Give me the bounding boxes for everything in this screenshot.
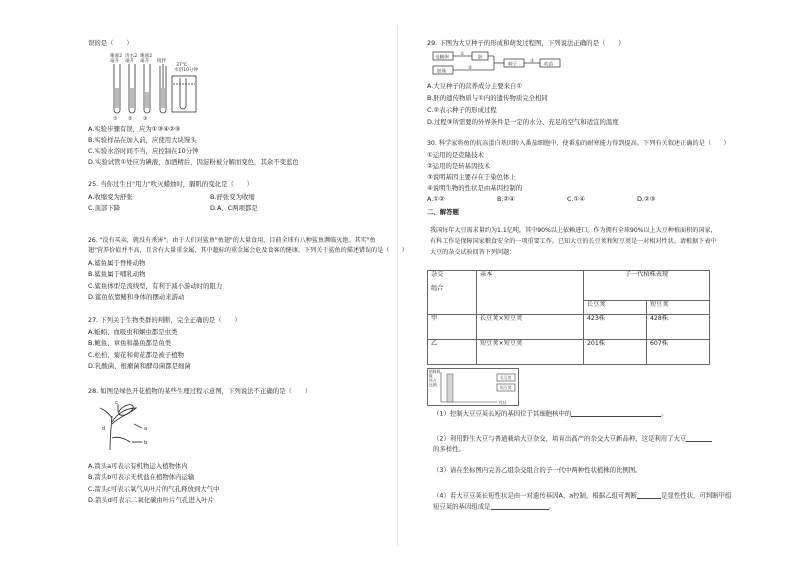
header-cross-line2: 组合 — [431, 285, 444, 293]
q24-option-a: A.实验步骤有误，应为①③④②⑤ — [88, 125, 181, 133]
q27-option-d: D.乳酸菌、根瘤菌和酵母菌都是细菌 — [88, 362, 191, 370]
q25-option-c: C.顶部下降 — [88, 204, 121, 212]
q27-stem: 27. 下列关于生物类群的判断，完全正确的是（ ） — [88, 316, 241, 324]
sub-question-4-cont — [433, 503, 555, 510]
q28-option-a: A.箭头a可表示有机物运入植物体内 — [88, 462, 188, 470]
table-header-parent: 亲本 — [477, 271, 584, 315]
arrow-label-c: c — [115, 400, 118, 406]
q25-option-a: A.收缩变为舒张 — [88, 193, 133, 201]
q28-stem: 28. 如图是绿色开花植物的某些生理过程示意图，下列说法不正确的是（ ） — [88, 387, 312, 395]
period-mark: 。 — [548, 502, 555, 511]
step-num: ② — [468, 66, 473, 71]
box-label: 胚 — [478, 55, 483, 61]
q30-item-3: ③说明基因主要存在于染色体上 — [427, 173, 516, 181]
row-parent: 短豆荚×短豆荚 — [477, 340, 584, 365]
q25-option-b: B.舒张变为收缩 — [210, 193, 255, 201]
q24-stem-tail: 误的是（ ） — [88, 39, 133, 47]
period-mark: 。 — [661, 409, 668, 418]
row-parent: 长豆荚×短豆荚 — [477, 315, 584, 340]
q31-paragraph-line2: 有科工作是保障国家粮食安全的一项重要工作。已知大豆的长豆荚和短豆荚是一对相对性状。请根据下表中 — [430, 238, 717, 245]
chart-xlabel: 性状 — [499, 400, 507, 405]
arrow-label-d: d — [102, 426, 106, 432]
column-divider — [397, 26, 398, 546]
q30-stem: 30. 科学家将鱼的抗冻蛋白基因转入番茄细胞中，使番茄的耐寒能力得到提高。下列有关叙述正确的是（ ） — [427, 140, 730, 147]
q30-item-4: ④说明生物的性状是由基因控制的 — [427, 184, 523, 192]
chart-legend: 短豆荚 — [500, 385, 512, 390]
chart-ylabel: 所占 — [429, 378, 437, 383]
table-row — [428, 340, 710, 365]
answer-blank[interactable] — [686, 435, 712, 442]
q28-option-d: D.箭头d可表示二氧化碳由叶片气孔进入叶片 — [88, 496, 215, 504]
sub-question-3: （3）请在坐标图内完善乙组杂交组合的子一代中两种性状植株的比例图。 — [433, 466, 642, 474]
q29-option-a: A.大豆种子的营养成分主要来自① — [427, 82, 523, 90]
q30-item-2: ②运用的是转基因技术 — [427, 162, 491, 170]
box-label: 种子 — [508, 62, 518, 68]
q24-option-d: D.实验试管①处应为碘液，加酒精后，因淀粉被分解而变色，其余不变蓝色 — [88, 158, 299, 166]
chart-legend: 长豆荚 — [500, 375, 512, 380]
q27-option-b: B.鲍鱼、章鱼和墨鱼都是鱼类 — [88, 339, 172, 347]
answer-blank[interactable] — [491, 503, 549, 510]
row-long: 423株 — [584, 315, 647, 340]
sub-question-4-text2: 是显性性状，可判断甲组 — [661, 491, 732, 500]
row-name: 甲 — [428, 315, 477, 340]
fig-label: 清水2 — [125, 54, 138, 59]
sub-question-1-text: （1）控制大豆豆荚长短的基因位于其细胞核中的 — [433, 409, 572, 418]
sub-question-4-text: （4）若大豆豆荚长短性状是由一对遗传基因A、a控制，根据乙组可判断 — [433, 491, 638, 500]
step-num: ③ — [530, 59, 535, 64]
table-header-short: 短豆荚 — [647, 301, 710, 315]
q26-stem-line2: 翅"营养价值并不高，且含有大量重金属，其中超标的重金属会危及食客的健康。下列关于鲨鱼的描述错误的是（ ） — [88, 247, 408, 254]
sub-question-1 — [433, 410, 668, 417]
fig-label: 搅拌 — [157, 59, 167, 64]
row-name: 乙 — [428, 340, 477, 365]
row-short: 428株 — [647, 315, 710, 340]
fig-label: 唾液2 — [110, 54, 123, 59]
row-short: 607株 — [647, 340, 710, 365]
q28-plant-figure — [96, 398, 176, 452]
q24-option-c: C.实验水浴时间不当，应控制在10分钟 — [88, 147, 199, 155]
fig-label: 水浴10分钟 — [174, 68, 199, 73]
table-row — [428, 315, 710, 340]
box-label: 受精卵 — [435, 55, 449, 61]
q31-paragraph-line1: 我国每年大豆需求量约为1.1亿吨，其中90%以上依赖进口。作为拥有全球90%以上大豆种植面积的国家， — [430, 227, 717, 234]
sub-question-2-text: （2）利用野生大豆与普通栽培大豆杂交，培育出高产的杂交大豆新品种，这是利用了大豆 — [433, 434, 687, 443]
sub-question-4 — [433, 492, 731, 499]
q26-option-c: C.鲨鱼体型是流线型，有利于减小游动时的阻力 — [88, 282, 223, 290]
box-label: 幼苗 — [544, 62, 554, 68]
q24-option-b: B.实验样品在加入前，应使用大块馒头 — [88, 136, 197, 144]
q31-paragraph-line3: 大豆的杂交试验回答下列问题： — [430, 249, 516, 256]
fig-num: ③ — [143, 116, 148, 122]
header-cross-line1: 杂交 — [431, 271, 444, 278]
table-header-cross — [428, 271, 477, 315]
ratio-chart-figure — [427, 368, 519, 406]
q29-option-b: B.胚的遗传物质与①内的遗传物质完全相同 — [427, 94, 548, 102]
chart-ylabel: 株 — [429, 373, 433, 379]
q27-option-a: A.蚯蚓、血吸虫和蛔虫都是虫类 — [88, 328, 178, 336]
q28-option-c: C.箭头c可表示氧气从叶片的气孔释放到大气中 — [88, 485, 220, 493]
q29-stem: 29. 下图为大豆种子的形成和萌发过程图，下列说法正确的是（ ） — [427, 39, 625, 47]
fig-num: ① — [113, 116, 118, 122]
q30-option-d: D.②③ — [637, 195, 656, 203]
answer-blank[interactable] — [637, 492, 661, 499]
q30-option-c: C.①④ — [567, 195, 585, 203]
box-label: 胚珠 — [437, 69, 447, 75]
table-header-long: 长豆荚 — [584, 301, 647, 315]
q27-option-c: C.松柏、菊花和荷花都是被子植物 — [88, 351, 184, 359]
q29-option-c: C.②表示种子的形成过程 — [427, 106, 497, 114]
q29-seed-figure — [432, 50, 562, 78]
arrow-label-b: b — [144, 440, 148, 446]
answer-blank[interactable] — [571, 410, 661, 417]
q26-option-b: B.鲨鱼属于哺乳动物 — [88, 270, 146, 278]
arrow-label-a: a — [144, 426, 148, 432]
fig-label: 毫升 — [125, 59, 135, 64]
q30-option-a: A.①② — [427, 195, 445, 203]
q30-item-1: ①运用的是克隆技术 — [427, 151, 484, 159]
fig-num: ② — [128, 116, 133, 122]
section-heading: 二、解答题 — [427, 208, 459, 216]
chart-ylabel: 比例 — [429, 382, 437, 388]
sub-question-2-cont: 的多样性。 — [433, 445, 465, 453]
q26-option-a: A.鲨鱼属于脊椎动物 — [88, 259, 146, 267]
q30-option-b: B.②④ — [497, 195, 515, 203]
q28-option-b: B.箭头b可表示无机盐在植物体内运输 — [88, 473, 195, 481]
row-long: 201株 — [584, 340, 647, 365]
q29-option-d: D.过程③所需要的外界条件是一定的水分、充足的空气和适宜的温度 — [427, 118, 619, 126]
fig-label: 唾液2 — [140, 54, 153, 59]
q25-stem: 25. 当你过生日"用力"吹灭蜡烛时，膈肌的变化是（ ） — [88, 180, 254, 188]
q26-option-d: D.鲨鱼依靠鳍和身体的摆动来游动 — [88, 293, 185, 301]
table-header-offspring: 子一代植株表现 — [584, 271, 710, 301]
q26-stem-line1: 26. "没有买卖，就没有杀害"。由于人们对鲨鱼"鱼翅"的大量食用，目前全球有八种鲨鱼濒临灭绝。其实"鱼 — [88, 237, 376, 244]
step-num: ① — [460, 52, 465, 57]
chart-ylabel: 植株数 — [429, 369, 441, 374]
sub-question-2 — [433, 435, 712, 442]
q24-experiment-figure — [100, 52, 200, 122]
q25-option-d: D.A、C两项都是 — [210, 204, 258, 212]
fig-label: 37℃ — [176, 63, 188, 68]
fig-label: 毫升 — [140, 59, 150, 64]
fig-label: 毫升 — [110, 59, 120, 64]
cross-table — [427, 270, 710, 365]
sub-question-4-text3: 短豆荚的基因组成是 — [433, 502, 491, 511]
